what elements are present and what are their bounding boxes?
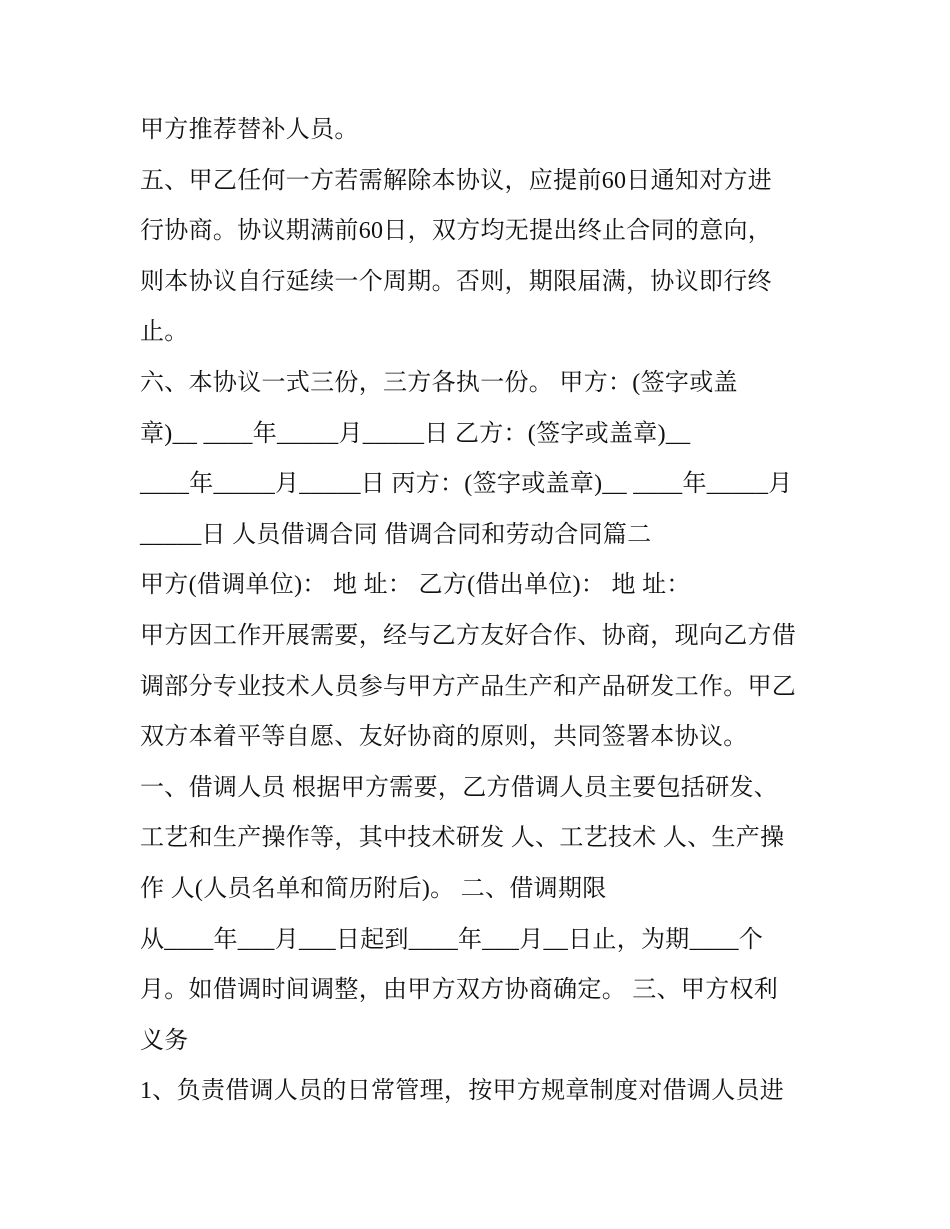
text-line: 则本协议自行延续一个周期。否则，期限届满，协议即行终 bbox=[140, 268, 772, 295]
document-body bbox=[140, 105, 820, 1117]
text-line: 1、负责借调人员的日常管理，按甲方规章制度对借调人员进 bbox=[140, 1078, 785, 1105]
text-line: 调部分专业技术人员参与甲方产品生产和产品研发工作。甲乙 bbox=[140, 673, 797, 700]
text-line: 工艺和生产操作等，其中技术研发 人、工艺技术 人、生产操 bbox=[140, 825, 785, 852]
text-line: 一、借调人员 根据甲方需要，乙方借调人员主要包括研发、 bbox=[140, 774, 779, 801]
text-line: 五、甲乙任何一方若需解除本协议，应提前60日通知对方进 bbox=[140, 167, 773, 194]
text-line: _____日 人员借调合同 借调合同和劳动合同篇二 bbox=[140, 521, 652, 548]
text-line: 止。 bbox=[140, 319, 189, 346]
text-line: ____年_____月_____日 丙方：(签字或盖章)__ ____年_____月 bbox=[140, 471, 793, 498]
text-line: 从____年___月___日起到____年___月__日止，为期____个 bbox=[140, 926, 764, 953]
text-line: 六、本协议一式三份，三方各执一份。 甲方：(签字或盖 bbox=[140, 369, 738, 396]
text-line: 甲方推荐替补人员。 bbox=[140, 117, 359, 143]
text-line: 双方本着平等自愿、友好协商的原则，共同签署本协议。 bbox=[140, 724, 748, 751]
text-line: 章)__ ____年_____月_____日 乙方：(签字或盖章)__ bbox=[140, 420, 691, 447]
text-line: 甲方(借调单位)： 地 址： 乙方(借出单位)： 地 址： bbox=[140, 572, 691, 599]
text-line: 义务 bbox=[140, 1027, 189, 1054]
text-line: 甲方因工作开展需要，经与乙方友好合作、协商，现向乙方借 bbox=[140, 622, 797, 649]
text-line: 作 人(人员名单和简历附后)。 二、借调期限 bbox=[140, 875, 607, 902]
text-line: 月。如借调时间调整，由甲方双方协商确定。 三、甲方权利 bbox=[140, 977, 779, 1004]
text-line: 行协商。协议期满前60日，双方均无提出终止合同的意向， bbox=[140, 218, 773, 245]
